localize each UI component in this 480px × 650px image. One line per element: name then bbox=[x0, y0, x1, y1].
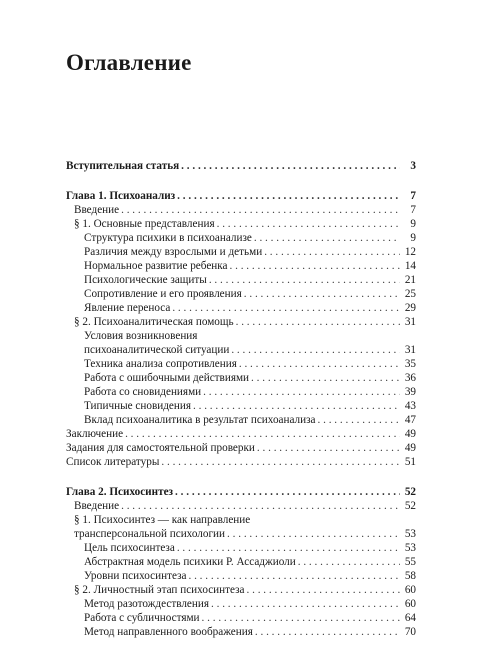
toc-entry-title: Структура психики в психоанализе bbox=[84, 232, 252, 244]
toc-entry-title: Абстрактная модель психики Р. Ассаджиоли bbox=[84, 556, 296, 568]
toc-entry-title: Цель психосинтеза bbox=[84, 542, 175, 554]
toc-entry-page: 55 bbox=[404, 556, 416, 568]
toc-dot-leader bbox=[318, 413, 400, 428]
toc-entry bbox=[84, 385, 416, 400]
toc-entry-page: 52 bbox=[404, 486, 416, 498]
toc-entry-page: 70 bbox=[404, 626, 416, 638]
toc-dot-leader bbox=[231, 343, 400, 358]
toc-dot-leader bbox=[236, 315, 400, 330]
toc-entry-title: § 1. Основные представления bbox=[74, 218, 215, 230]
toc-entry bbox=[84, 597, 416, 612]
toc-entry-title: Заключение bbox=[66, 428, 124, 440]
toc-entry-page: 60 bbox=[404, 598, 416, 610]
toc-entry-page: 53 bbox=[404, 528, 416, 540]
toc-entry-page: 64 bbox=[404, 612, 416, 624]
toc-entry-title: Введение bbox=[74, 204, 120, 216]
toc-entry-title: Уровни психосинтеза bbox=[84, 570, 187, 582]
toc-entry bbox=[74, 583, 416, 598]
toc-entry bbox=[84, 301, 416, 316]
toc-dot-leader bbox=[244, 287, 400, 302]
toc-entry bbox=[84, 329, 416, 344]
toc-dot-leader bbox=[239, 357, 400, 372]
toc-entry-title: Работа с субличностями bbox=[84, 612, 200, 624]
toc-entry bbox=[84, 259, 416, 274]
toc-entry-page: 58 bbox=[404, 570, 416, 582]
toc-entry bbox=[84, 611, 416, 626]
toc-entry-page: 52 bbox=[404, 500, 416, 512]
toc-entry-page: 49 bbox=[404, 442, 416, 454]
toc-entry bbox=[66, 455, 416, 470]
toc-entry-page: 43 bbox=[404, 400, 416, 412]
toc-entry-title: Психологические защиты bbox=[84, 274, 207, 286]
toc-entry bbox=[84, 343, 416, 358]
toc-dot-leader bbox=[255, 625, 400, 640]
toc-entry bbox=[84, 357, 416, 372]
toc-entry-title: Сопротивление и его проявления bbox=[84, 288, 242, 300]
toc-entry bbox=[84, 569, 416, 584]
toc-entry-page: 7 bbox=[410, 190, 416, 202]
toc-entry bbox=[84, 399, 416, 414]
toc-entry bbox=[84, 413, 416, 428]
toc-dot-leader bbox=[264, 245, 400, 260]
toc-entry-title: психоаналитической ситуации bbox=[84, 344, 230, 356]
toc-entry bbox=[84, 231, 416, 246]
toc-entry-title: Нормальное развитие ребенка bbox=[84, 260, 228, 272]
toc-entry-page: 53 bbox=[404, 542, 416, 554]
toc-dot-leader bbox=[203, 385, 400, 400]
toc-dot-leader bbox=[177, 189, 400, 204]
toc-entry-page: 60 bbox=[404, 584, 416, 596]
toc-entry-title: Глава 2. Психосинтез bbox=[66, 486, 174, 498]
toc-entry-page: 47 bbox=[404, 414, 416, 426]
toc-entry-page: 31 bbox=[404, 344, 416, 356]
toc-entry-page: 3 bbox=[410, 160, 416, 172]
toc-entry-title: Метод разотождествления bbox=[84, 598, 210, 610]
toc-dot-leader bbox=[227, 527, 400, 542]
toc-entry bbox=[66, 485, 416, 500]
toc-entry-title: § 2. Психоаналитическая помощь bbox=[74, 316, 234, 328]
toc-dot-leader bbox=[125, 427, 400, 442]
toc-entry-title: Различия между взрослыми и детьми bbox=[84, 246, 263, 258]
toc-entry-title: Вступительная статья bbox=[66, 160, 180, 172]
toc-entry-title: Список литературы bbox=[66, 456, 160, 468]
toc-dot-leader bbox=[121, 203, 400, 218]
toc-entry-title: трансперсональной психологии bbox=[74, 528, 226, 540]
toc-entry-page: 51 bbox=[404, 456, 416, 468]
toc-entry bbox=[74, 527, 416, 542]
toc-dot-leader bbox=[211, 597, 400, 612]
toc-entry-title: Явление переноса bbox=[84, 302, 171, 314]
toc-entry-title: Вклад психоаналитика в результат психоанализа bbox=[84, 414, 316, 426]
toc-entry-page: 36 bbox=[404, 372, 416, 384]
toc-dot-leader bbox=[247, 583, 400, 598]
toc-entry-title: Условия возникновения bbox=[84, 330, 198, 342]
toc-dot-leader bbox=[177, 541, 400, 556]
toc-dot-leader bbox=[175, 485, 400, 500]
toc-entry-title: Метод направленного воображения bbox=[84, 626, 253, 638]
toc-entry-title: Типичные сновидения bbox=[84, 400, 192, 412]
toc-dot-leader bbox=[217, 217, 400, 232]
toc-entry-title: § 2. Личностный этап психосинтеза bbox=[74, 584, 245, 596]
toc-entry bbox=[84, 287, 416, 302]
toc-dot-leader bbox=[257, 441, 400, 456]
toc-entry-page: 21 bbox=[404, 274, 416, 286]
toc-dot-leader bbox=[188, 569, 400, 584]
toc-entry bbox=[74, 203, 416, 218]
toc-entry-page: 31 bbox=[404, 316, 416, 328]
toc-entry-title: Техника анализа сопротивления bbox=[84, 358, 237, 370]
toc-dot-leader bbox=[209, 273, 400, 288]
toc-dot-leader bbox=[181, 159, 400, 174]
toc-entry bbox=[84, 273, 416, 288]
toc-dot-leader bbox=[251, 371, 400, 386]
toc-entry-title: Задания для самостоятельной проверки bbox=[66, 442, 255, 454]
toc-entry bbox=[74, 217, 416, 232]
toc-dot-leader bbox=[254, 231, 400, 246]
toc-entry-title: Работа с ошибочными действиями bbox=[84, 372, 250, 384]
toc-entry-page: 9 bbox=[410, 218, 416, 230]
toc-dot-leader bbox=[202, 611, 400, 626]
toc-entry bbox=[74, 513, 416, 528]
toc-entry-title: Введение bbox=[74, 500, 120, 512]
toc-entry bbox=[84, 371, 416, 386]
toc-entry bbox=[74, 499, 416, 514]
toc-entry bbox=[84, 245, 416, 260]
toc-entry bbox=[84, 625, 416, 640]
toc-dot-leader bbox=[298, 555, 400, 570]
toc-entry bbox=[66, 427, 416, 442]
toc-entry bbox=[66, 189, 416, 204]
toc-entry-page: 25 bbox=[404, 288, 416, 300]
toc-entry-page: 12 bbox=[404, 246, 416, 258]
toc-entry-title: § 1. Психосинтез — как направление bbox=[74, 514, 251, 526]
toc-entry-title: Глава 1. Психоанализ bbox=[66, 190, 176, 202]
toc-entry-page: 9 bbox=[410, 232, 416, 244]
toc-entry-page: 35 bbox=[404, 358, 416, 370]
toc-entry-page: 14 bbox=[404, 260, 416, 272]
toc-entry-title: Работа со сновидениями bbox=[84, 386, 202, 398]
toc-entry-page: 39 bbox=[404, 386, 416, 398]
toc-entry-page: 29 bbox=[404, 302, 416, 314]
toc-entry-page: 49 bbox=[404, 428, 416, 440]
toc-dot-leader bbox=[230, 259, 400, 274]
toc-dot-leader bbox=[172, 301, 400, 316]
toc-entry-page: 7 bbox=[410, 204, 416, 216]
toc-dot-leader bbox=[193, 399, 400, 414]
toc-dot-leader bbox=[161, 455, 400, 470]
toc-dot-leader bbox=[121, 499, 400, 514]
toc-entry bbox=[66, 441, 416, 456]
toc-entry bbox=[74, 315, 416, 330]
toc-entry bbox=[84, 541, 416, 556]
toc-entry bbox=[66, 159, 416, 174]
page-title: Оглавление bbox=[66, 50, 192, 75]
toc-entry bbox=[84, 555, 416, 570]
